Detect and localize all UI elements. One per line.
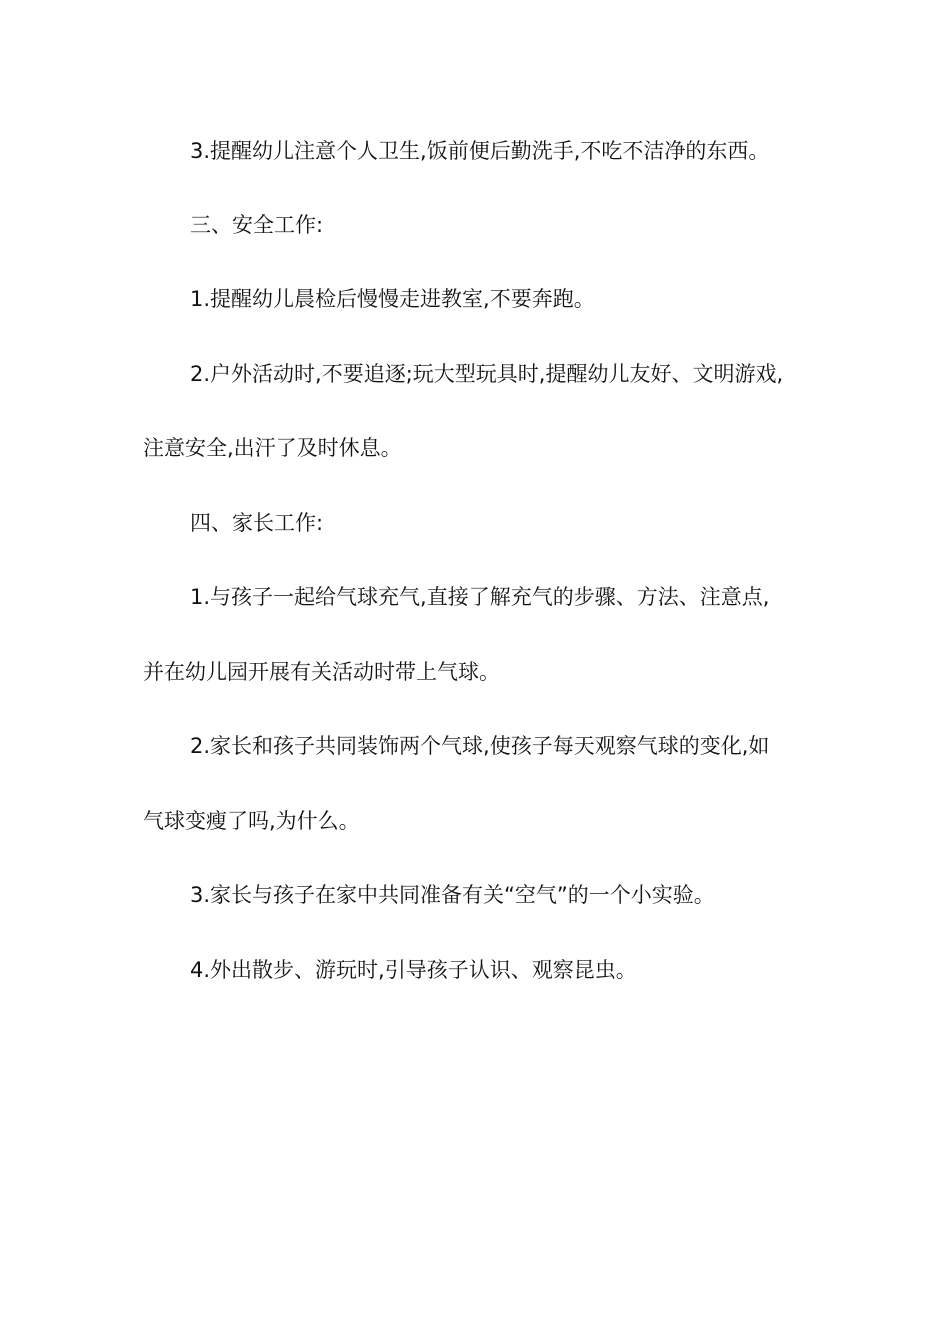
section-heading-parents: 四、家长工作: <box>190 511 324 535</box>
paragraph-morning-check: 1.提醒幼儿晨检后慢慢走进教室,不要奔跑。 <box>190 287 595 311</box>
paragraph-outdoor-activity-continued: 注意安全,出汗了及时休息。 <box>143 436 402 460</box>
section-heading-safety: 三、安全工作: <box>190 213 324 237</box>
paragraph-balloon-inflate-continued: 并在幼儿园开展有关活动时带上气球。 <box>143 660 500 684</box>
paragraph-hygiene-reminder: 3.提醒幼儿注意个人卫生,饭前便后勤洗手,不吃不洁净的东西。 <box>190 139 770 163</box>
paragraph-outdoor-activity: 2.户外活动时,不要追逐;玩大型玩具时,提醒幼儿友好、文明游戏, <box>190 362 784 386</box>
paragraph-balloon-decorate: 2.家长和孩子共同装饰两个气球,使孩子每天观察气球的变化,如 <box>190 734 770 758</box>
paragraph-insect-observation: 4.外出散步、游玩时,引导孩子认识、观察昆虫。 <box>190 958 637 982</box>
paragraph-balloon-decorate-continued: 气球变瘦了吗,为什么。 <box>143 809 360 833</box>
paragraph-balloon-inflate: 1.与孩子一起给气球充气,直接了解充气的步骤、方法、注意点, <box>190 585 770 609</box>
paragraph-air-experiment: 3.家长与孩子在家中共同准备有关“空气”的一个小实验。 <box>190 883 715 907</box>
